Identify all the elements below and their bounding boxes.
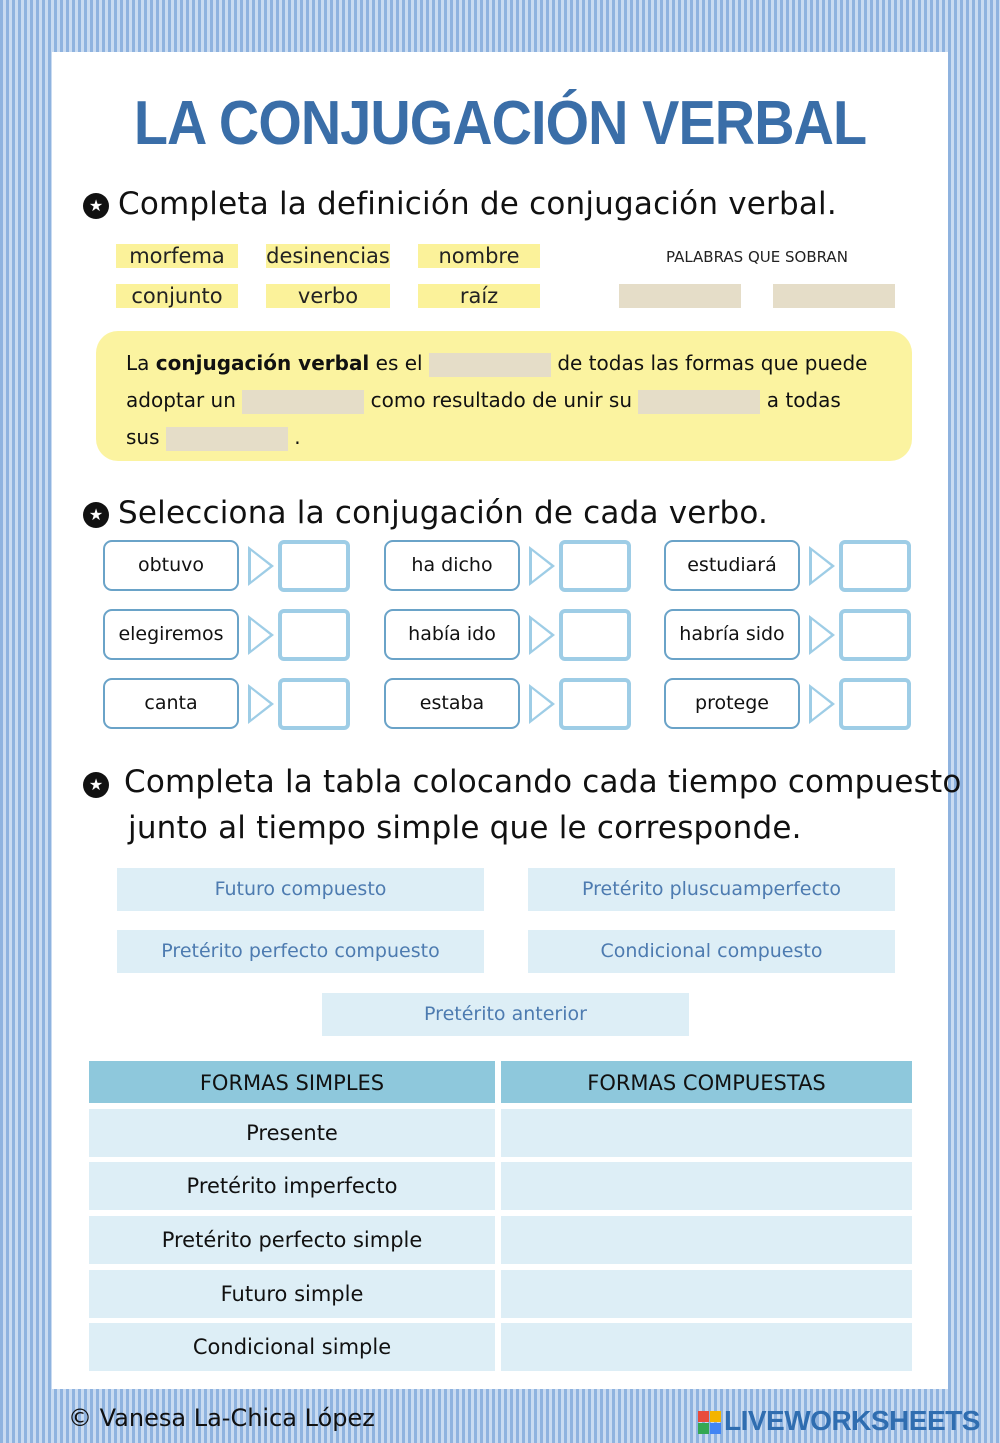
extra-word-dropzone[interactable] — [773, 284, 895, 308]
tense-chip[interactable]: Pretérito perfecto compuesto — [117, 930, 484, 973]
conjugation-answer-box[interactable] — [839, 609, 911, 661]
table-row-simple: Condicional simple — [89, 1323, 495, 1371]
star-icon: ★ — [83, 502, 109, 528]
conjugation-answer-box[interactable] — [278, 540, 350, 592]
verb-card: ha dicho — [384, 540, 520, 591]
arrow-right-icon — [809, 615, 835, 655]
section1-instruction: Completa la definición de conjugación verbal. — [118, 186, 837, 222]
brand-logo[interactable] — [698, 1405, 980, 1437]
definition-blank[interactable] — [166, 427, 288, 451]
table-row-simple: Pretérito perfecto simple — [89, 1216, 495, 1264]
page-title: LA CONJUGACIÓN VERBAL — [133, 89, 867, 158]
arrow-right-icon — [809, 684, 835, 724]
definition-text: es el — [369, 351, 429, 375]
word-chip[interactable]: morfema — [116, 244, 238, 268]
brand-name: LIVEWORKSHEETS — [724, 1405, 980, 1436]
verb-card: canta — [103, 678, 239, 729]
definition-blank[interactable] — [242, 390, 364, 414]
conjugation-answer-box[interactable] — [559, 678, 631, 730]
tense-chip[interactable]: Futuro compuesto — [117, 868, 484, 911]
table-row-dropzone[interactable] — [501, 1323, 912, 1371]
table-row-dropzone[interactable] — [501, 1270, 912, 1318]
table-row-dropzone[interactable] — [501, 1109, 912, 1157]
table-header-simple: FORMAS SIMPLES — [89, 1061, 495, 1103]
word-chip[interactable]: raíz — [418, 284, 540, 308]
verb-card: elegiremos — [103, 609, 239, 660]
arrow-right-icon — [529, 684, 555, 724]
definition-line-2 — [126, 388, 841, 414]
section3-instruction-line1: Completa la tabla colocando cada tiempo compuesto — [124, 764, 962, 800]
arrow-right-icon — [529, 615, 555, 655]
word-chip[interactable]: nombre — [418, 244, 540, 268]
arrow-right-icon — [248, 615, 274, 655]
verb-card: habría sido — [664, 609, 800, 660]
star-icon: ★ — [83, 193, 109, 219]
table-header-compound: FORMAS COMPUESTAS — [501, 1061, 912, 1103]
conjugation-answer-box[interactable] — [839, 540, 911, 592]
tense-chip[interactable]: Pretérito anterior — [322, 993, 689, 1036]
arrow-right-icon — [529, 546, 555, 586]
tense-chip[interactable]: Condicional compuesto — [528, 930, 895, 973]
liveworksheets-logo-icon — [698, 1411, 722, 1435]
conjugation-answer-box[interactable] — [559, 609, 631, 661]
word-chip[interactable]: verbo — [266, 284, 390, 308]
verb-card: obtuvo — [103, 540, 239, 591]
verb-card: estudiará — [664, 540, 800, 591]
table-row-simple: Futuro simple — [89, 1270, 495, 1318]
table-row-simple: Presente — [89, 1109, 495, 1157]
definition-text: sus — [126, 425, 166, 449]
verb-card: protege — [664, 678, 800, 729]
definition-text: adoptar un — [126, 388, 243, 412]
star-icon: ★ — [83, 772, 109, 798]
table-row-simple: Pretérito imperfecto — [89, 1162, 495, 1210]
verb-card: estaba — [384, 678, 520, 729]
table-row-dropzone[interactable] — [501, 1216, 912, 1264]
definition-line-1 — [126, 351, 867, 377]
arrow-right-icon — [248, 684, 274, 724]
word-chip[interactable]: desinencias — [266, 244, 390, 268]
tense-chip[interactable]: Pretérito pluscuamperfecto — [528, 868, 895, 911]
section2-instruction: Selecciona la conjugación de cada verbo. — [118, 495, 769, 531]
conjugation-answer-box[interactable] — [559, 540, 631, 592]
section3-instruction-line2: junto al tiempo simple que le corresponde. — [128, 810, 802, 846]
definition-bold-term: conjugación verbal — [155, 351, 370, 375]
definition-line-3 — [126, 425, 301, 451]
definition-text: como resultado de unir su — [364, 388, 639, 412]
definition-text: a todas — [760, 388, 841, 412]
arrow-right-icon — [809, 546, 835, 586]
extra-word-dropzone[interactable] — [619, 284, 741, 308]
table-row-dropzone[interactable] — [501, 1162, 912, 1210]
definition-blank[interactable] — [429, 353, 551, 377]
conjugation-answer-box[interactable] — [839, 678, 911, 730]
definition-blank[interactable] — [638, 390, 760, 414]
definition-text: de todas las formas que puede — [550, 351, 868, 375]
extra-words-label: PALABRAS QUE SOBRAN — [666, 248, 848, 266]
definition-text: La — [126, 351, 156, 375]
definition-text: . — [287, 425, 301, 449]
conjugation-answer-box[interactable] — [278, 678, 350, 730]
word-chip[interactable]: conjunto — [116, 284, 238, 308]
author-credit: © Vanesa La-Chica López — [68, 1404, 375, 1432]
arrow-right-icon — [248, 546, 274, 586]
verb-card: había ido — [384, 609, 520, 660]
conjugation-answer-box[interactable] — [278, 609, 350, 661]
